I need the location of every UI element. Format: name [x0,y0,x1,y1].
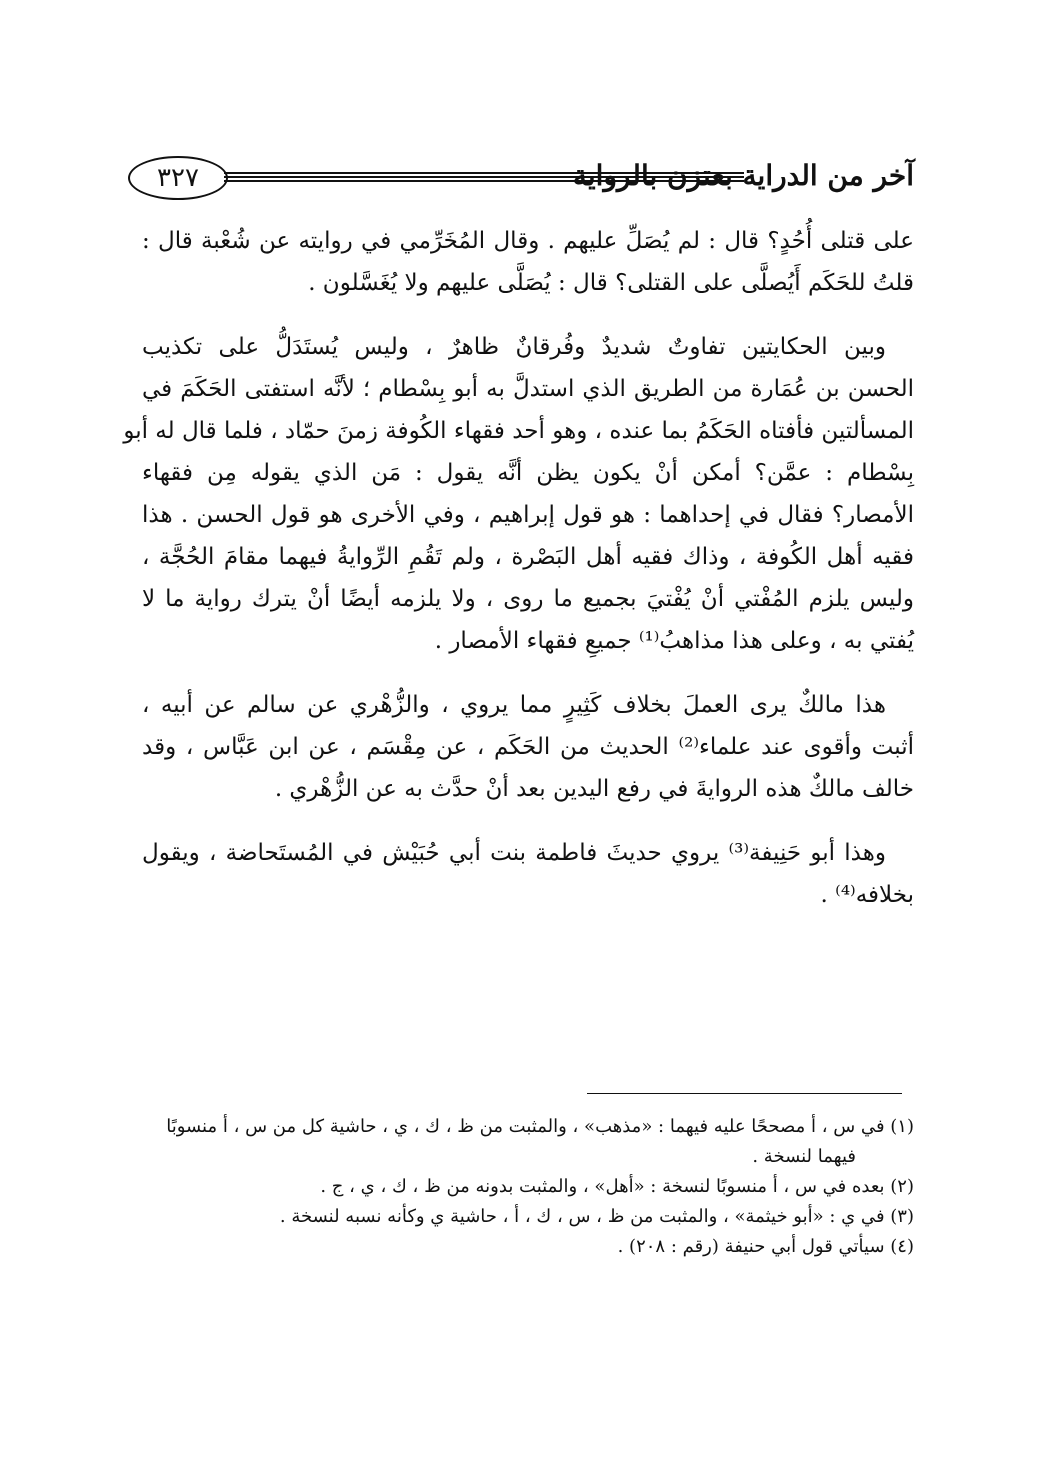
text-line: فقيه أهل الكُوفة ، وذاك فقيه أهل البَصْرة ، ولم تَقُمِ الرِّوايةُ فيهما مقامَ الحُجَّة ، [142,544,914,570]
paragraph-gap [142,304,914,326]
running-title: آخر من الدراية بعتزن بالرواية [572,159,914,192]
text-line: يُفتي به ، وعلى هذا مذاهبُ⁽¹⁾ جميعِ فقهاء الأمصار . [434,628,914,654]
footnote-separator [587,1093,902,1094]
text-line: المسألتين فأفتاه الحَكَمُ بما عنده ، وهو أحد فقهاء الكُوفة زمنَ حمّاد ، فلما قال له أبو [123,418,914,444]
text-line: وهذا أبو حَنِيفة⁽³⁾ يروي حديثَ فاطمة بنت أبي حُبَيْش في المُستَحاضة ، ويقول [142,840,886,866]
text-line: هذا مالكٌ يرى العملَ بخلاف كَثِيرٍ مما يروي ، والزُّهْري عن سالم عن أبيه ، [142,692,886,718]
text-line: وليس يلزم المُفْتي أنْ يُفْتيَ بجميع ما روى ، ولا يلزمه أيضًا أنْ يترك رواية ما لا [142,586,914,612]
footnote-3: (٣) في ي : «أبو خيثمة» ، والمثبت من ظ ، س ، ك ، أ ، حاشية ي وكأنه نسبه لنسخة . [279,1206,914,1227]
footnote-2: (٢) بعده في س ، أ منسوبًا لنسخة : «أهل» ، والمثبت بدونه من ظ ، ك ، ي ، ج . [320,1176,914,1197]
main-text [123,220,914,916]
text-line: وبين الحكايتين تفاوتٌ شديدٌ وفُرقانٌ ظاهرٌ ، وليس يُستَدَلُّ على تكذيب [142,334,886,360]
footnote-4: (٤) سيأتي قول أبي حنيفة (رقم : ٢٠٨) . [617,1236,914,1257]
page-number: ٣٢٧ [128,156,228,200]
text-line: الأمصار؟ فقال في إحداهما : هو قول إبراهيم ، وفي الأخرى هو قول الحسن . هذا [142,502,914,528]
text-line: على قتلى أُحُدٍ؟ قال : لم يُصَلِّ عليهم . وقال المُخَرِّمي في روايته عن شُعْبة قال : [142,228,914,254]
footnote-1-continuation: فيهما لنسخة . [752,1146,856,1167]
paragraph-gap [142,810,914,832]
page-header [128,150,914,210]
text-line: الحسن بن عُمَارة من الطريق الذي استدلَّ به أبو بِسْطام ؛ لأنَّه استفتى الحَكَمَ في [142,376,914,402]
text-line: قلتُ للحَكَم أَيُصلَّى على القتلى؟ قال : يُصَلَّى عليهم ولا يُغَسَّلون . [308,270,914,296]
text-line: خالف مالكٌ هذه الروايةَ في رفع اليدين بعد أنْ حدَّث به عن الزُّهْري . [274,776,914,802]
text-line: بِسْطام : عمَّن؟ أمكن أنْ يكون يظن أنَّه يقول : مَن الذي يقوله مِن فقهاء [142,460,914,486]
text-line: بخلافه⁽⁴⁾ . [820,882,914,908]
paragraph-gap [142,662,914,684]
footnotes [134,1112,914,1262]
footnote-1: (١) في س ، أ مصححًا عليه فيهما : «مذهب» ، والمثبت من ظ ، ك ، ي ، حاشية كل من س ، أ منسوبًا [166,1116,914,1137]
text-line: أثبت وأقوى عند علماء⁽²⁾ الحديث من الحَكَم ، عن مِقْسَم ، عن ابن عَبَّاس ، وقد [142,734,914,760]
